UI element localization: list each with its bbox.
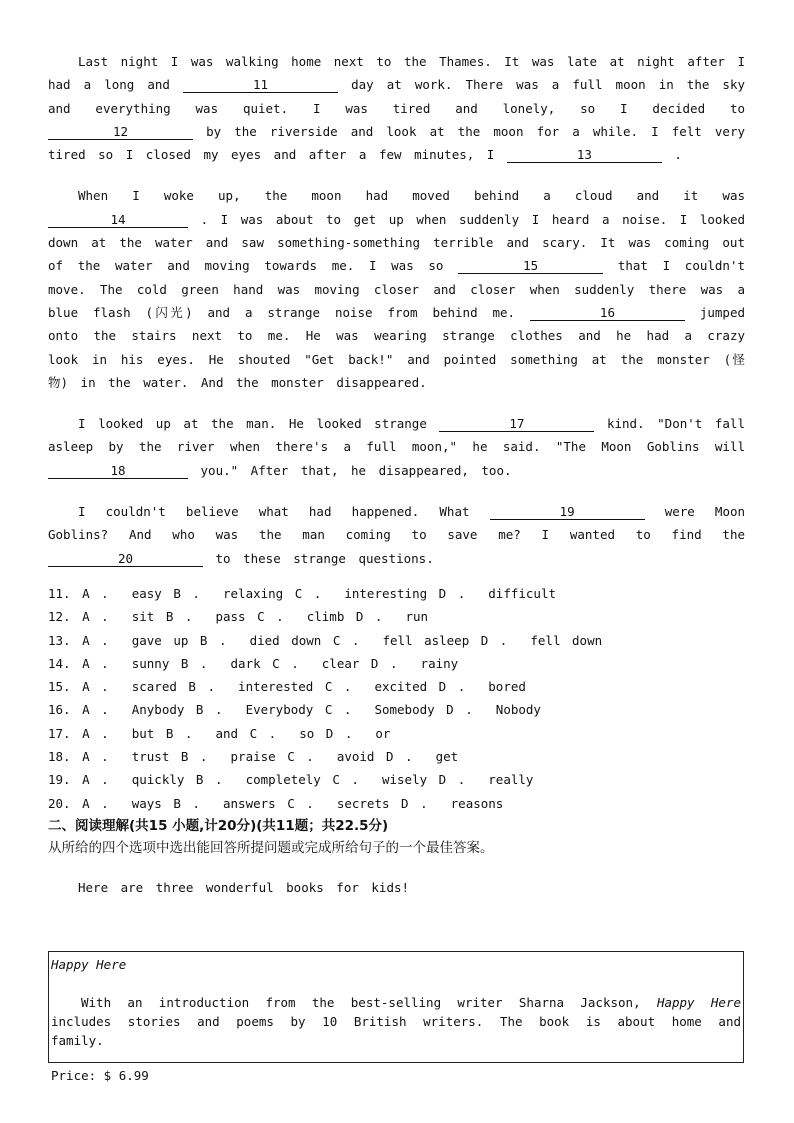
text: Last night I was walking home next to the Thames. It was late at night after I had a long and [48, 54, 745, 93]
blank-19[interactable]: 19 [490, 504, 645, 520]
reading-intro: Here are three wonderful books for kids! [78, 879, 410, 895]
text: I couldn't believe what had happened. What [78, 504, 470, 520]
text: . I was about to get up when suddenly I heard a noise. I looked down at the water and saw something-something terrible and scary. It was coming out of the water and moving towards me. I was so [48, 211, 745, 274]
paragraph-2 [48, 184, 745, 394]
section-instruction: 从所给的四个选项中选出能回答所提问题或完成所给句子的一个最佳答案。 [48, 839, 494, 856]
text: includes stories and poems by 10 British writers. The book is about home and family. [51, 1014, 741, 1048]
option-row-16[interactable]: 16. A . Anybody B . Everybody C . Somebody D . Nobody [48, 702, 541, 718]
text: kind. "Don't fall asleep by the river when there's a full moon," he said. "The Moon Goblins will [48, 416, 745, 455]
option-row-13[interactable]: 13. A . gave up B . died down C . fell asleep D . fell down [48, 632, 603, 648]
blank-17[interactable]: 17 [439, 416, 594, 432]
text: that I couldn't move. The cold green hand was moving closer and closer when suddenly there was a blue flash (闪光) and a strange noise from behind me. [48, 258, 746, 320]
blank-11[interactable]: 11 [183, 77, 338, 93]
option-row-12[interactable]: 12. A . sit B . pass C . climb D . run [48, 609, 429, 625]
text: were Moon Goblins? And who was the man coming to save me? I wanted to find the [48, 504, 746, 543]
text: . [674, 147, 682, 163]
text: I looked up at the man. He looked strange [78, 416, 427, 432]
blank-16[interactable]: 16 [530, 305, 685, 321]
text: jumped onto the stairs next to me. He was wearing strange clothes and he had a crazy look in his eyes. He shouted "Get back!" and pointed something at the monster (怪物) in the water. And the monster disappeared. [48, 304, 745, 390]
blank-15[interactable]: 15 [458, 258, 603, 274]
text: you." After that, he disappeared, too. [200, 462, 512, 478]
book-price: Price: $ 6.99 [51, 1068, 149, 1083]
book-title: Happy Here [51, 957, 127, 972]
section-heading: 二、阅读理解(共15 小题,计20分)(共11题；共22.5分) [48, 817, 389, 834]
blank-12[interactable]: 12 [48, 124, 193, 140]
text: When I woke up, the moon had moved behind a cloud and it was [78, 188, 745, 204]
paragraph-1 [48, 50, 745, 166]
blank-20[interactable]: 20 [48, 551, 203, 567]
book-description [51, 993, 741, 1050]
blank-18[interactable]: 18 [48, 463, 188, 479]
option-row-17[interactable]: 17. A . but B . and C . so D . or [48, 725, 391, 741]
option-row-20[interactable]: 20. A . ways B . answers C . secrets D . reasons [48, 795, 504, 811]
book-box [48, 951, 744, 1083]
document-page [48, 50, 745, 899]
option-row-11[interactable]: 11. A . easy B . relaxing C . interesting D . difficult [48, 585, 557, 601]
option-row-15[interactable]: 15. A . scared B . interested C . excited D . bored [48, 679, 526, 695]
text: to these strange questions. [215, 550, 434, 566]
blank-13[interactable]: 13 [507, 147, 662, 163]
text: by the riverside and look at the moon for a while. I felt very tired so I closed my eyes and after a few minutes, I [48, 123, 745, 163]
paragraph-3 [48, 412, 745, 482]
answer-options [48, 582, 745, 815]
paragraph-4 [48, 500, 745, 570]
option-row-19[interactable]: 19. A . quickly B . completely C . wisely D . really [48, 772, 534, 788]
option-row-18[interactable]: 18. A . trust B . praise C . avoid D . get [48, 749, 459, 765]
option-row-14[interactable]: 14. A . sunny B . dark C . clear D . rainy [48, 655, 459, 671]
text: With an introduction from the best-selling writer Sharna Jackson, [81, 995, 641, 1010]
book-title-inline: Happy Here [656, 995, 741, 1010]
blank-14[interactable]: 14 [48, 212, 188, 228]
text: day at work. There was a full moon in the sky and everything was quiet. I was tired and lonely, so I decided to [48, 77, 746, 116]
